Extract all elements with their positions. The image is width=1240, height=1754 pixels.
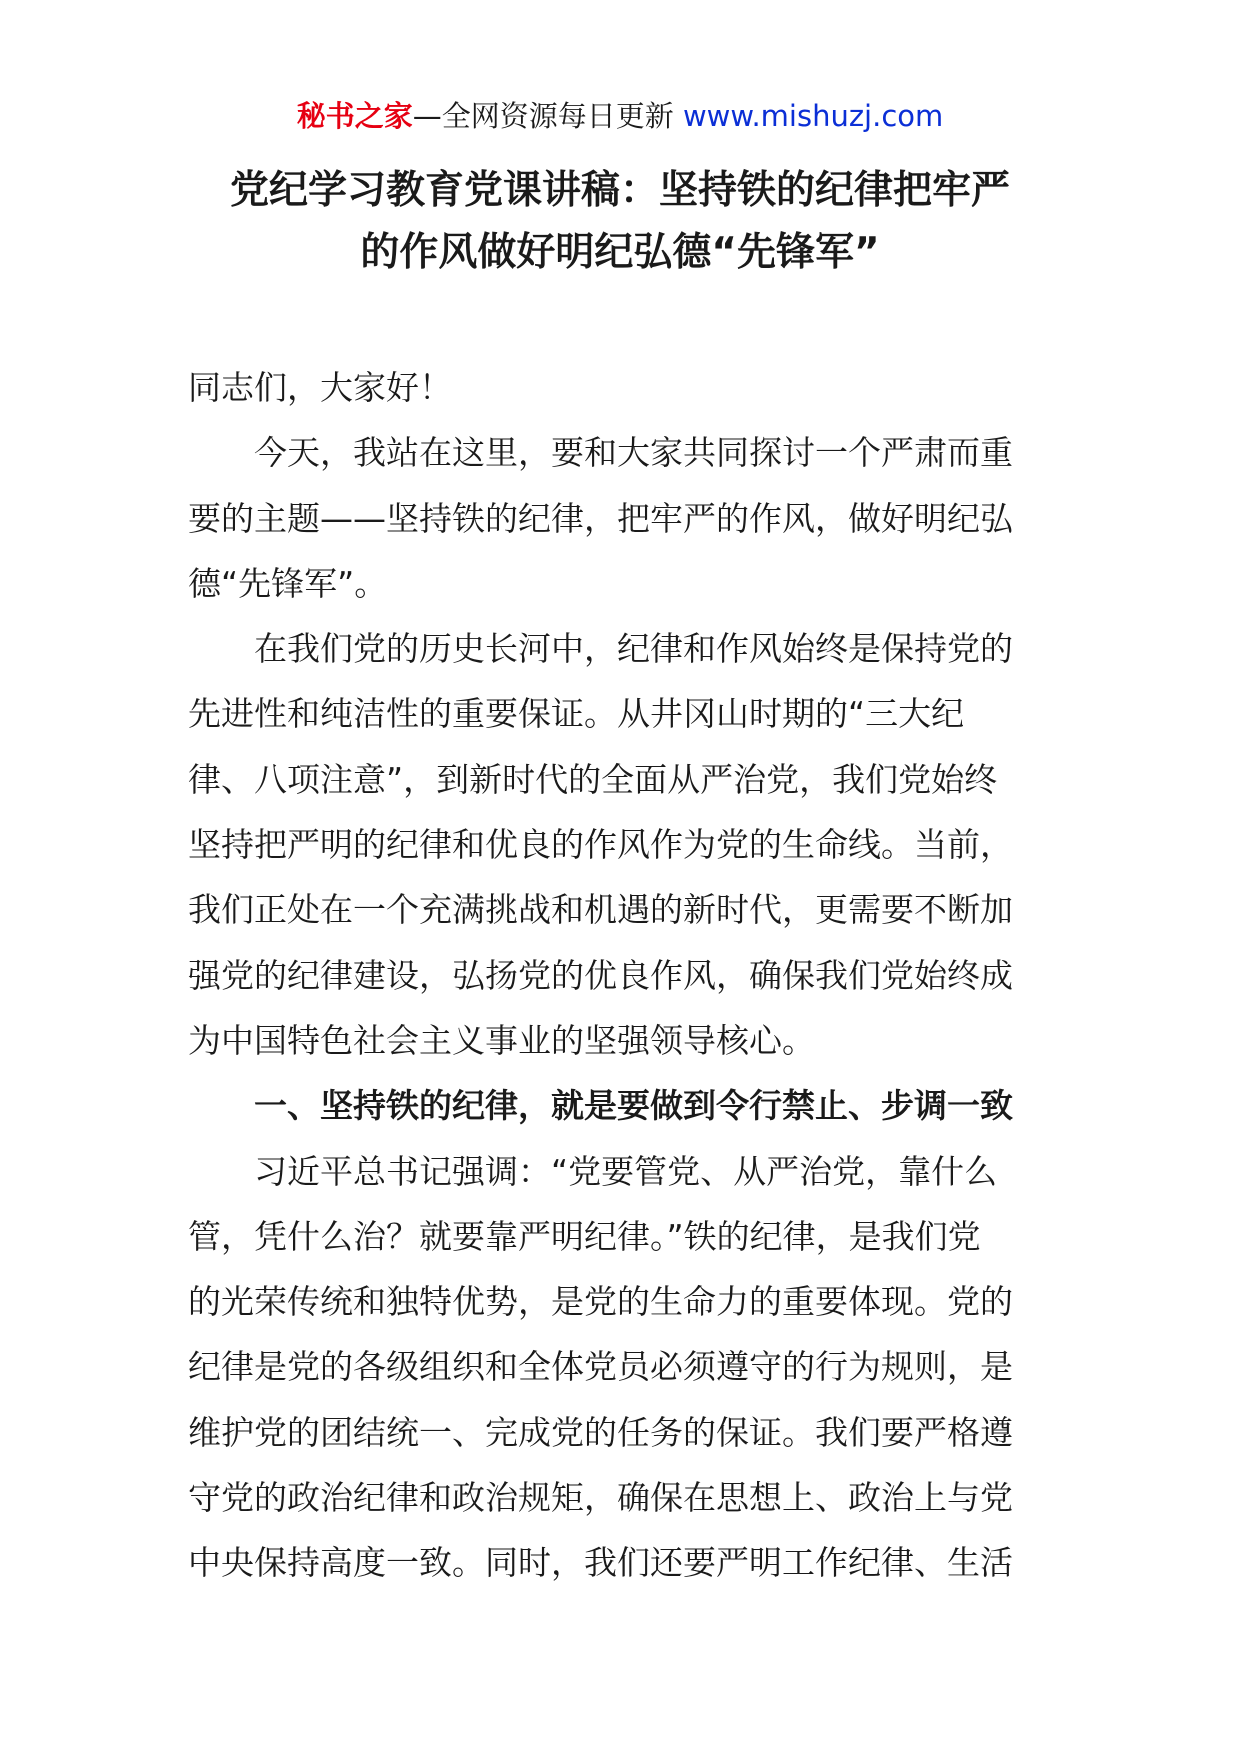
site-header <box>0 96 1240 136</box>
body-line: 先进性和纯洁性的重要保证。从井冈山时期的“三大纪 <box>188 694 965 734</box>
body-line: 今天，我站在这里，要和大家共同探讨一个严肃而重 <box>188 433 1013 473</box>
body-line: 律、八项注意”，到新时代的全面从严治党，我们党始终 <box>188 759 998 799</box>
body-line: 要的主题——坚持铁的纪律，把牢严的作风，做好明纪弘 <box>188 498 1013 538</box>
body-line: 中央保持高度一致。同时，我们还要严明工作纪律、生活 <box>188 1543 1013 1583</box>
header-tagline: —全网资源每日更新 <box>412 99 674 133</box>
body-line: 习近平总书记强调：“党要管党、从严治党，靠什么 <box>188 1151 998 1191</box>
body-line: 的光荣传统和独特优势，是党的生命力的重要体现。党的 <box>188 1282 1013 1322</box>
body-line: 我们正处在一个充满挑战和机遇的新时代，更需要不断加 <box>188 890 1013 930</box>
body-line: 坚持把严明的纪律和优良的作风作为党的生命线。当前， <box>188 825 1013 865</box>
brand-name: 秘书之家 <box>296 99 413 133</box>
body-line: 德“先锋军”。 <box>188 563 388 603</box>
body-line: 强党的纪律建设，弘扬党的优良作风，确保我们党始终成 <box>188 955 1013 995</box>
body-line: 为中国特色社会主义事业的坚强领导核心。 <box>188 1020 815 1060</box>
greeting-line: 同志们，大家好！ <box>188 368 452 407</box>
title-line-1: 党纪学习教育党课讲稿：坚持铁的纪律把牢严 <box>229 168 1010 213</box>
site-url-link[interactable]: www.mishuzj.com <box>682 99 944 133</box>
body-line: 守党的政治纪律和政治规矩，确保在思想上、政治上与党 <box>188 1478 1013 1518</box>
section-heading-1: 一、坚持铁的纪律，就是要做到令行禁止、步调一致 <box>188 1086 1013 1126</box>
body-line: 维护党的团结统一、完成党的任务的保证。我们要严格遵 <box>188 1412 1013 1452</box>
body-line: 在我们党的历史长河中，纪律和作风始终是保持党的 <box>188 629 1013 669</box>
title-line-2: 的作风做好明纪弘德“先锋军” <box>360 230 880 275</box>
body-line: 管，凭什么治？就要靠严明纪律。”铁的纪律，是我们党 <box>188 1216 981 1256</box>
document-title <box>150 160 1090 284</box>
body-line: 纪律是党的各级组织和全体党员必须遵守的行为规则，是 <box>188 1347 1013 1387</box>
document-body <box>188 355 1068 1596</box>
